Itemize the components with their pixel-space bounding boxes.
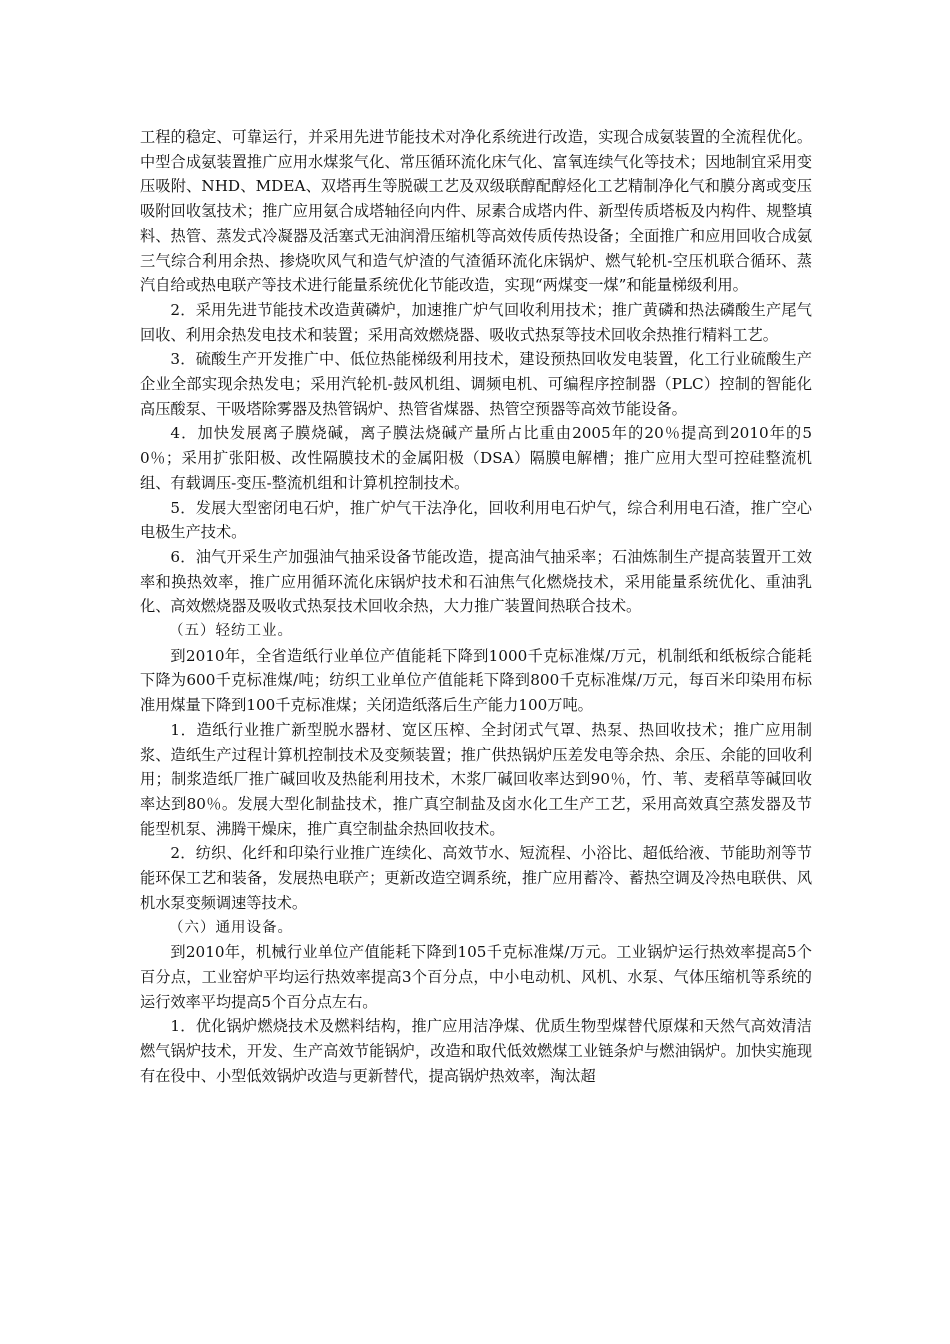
document-body <box>140 125 812 1088</box>
paragraph-1: 2．采用先进节能技术改造黄磷炉，加速推广炉气回收利用技术；推广黄磷和热法磷酸生产尾气回收、利用余热发电技术和装置；采用高效燃烧器、吸收式热泵等技术回收余热推行精料工艺。 <box>140 300 812 344</box>
paragraph-3: 4．加快发展离子膜烧碱，离子膜法烧碱产量所占比重由2005年的20％提高到2010年的50％；采用扩张阳极、改性隔膜技术的金属阳极（DSA）隔膜电解槽；推广应用大型可控硅整流机组、有载调压-变压-整流机组和计算机控制技术。 <box>140 424 812 492</box>
paragraph-0: 工程的稳定、可靠运行，并采用先进节能技术对净化系统进行改造，实现合成氨装置的全流程优化。中型合成氨装置推广应用水煤浆气化、常压循环流化床气化、富氧连续气化等技术；因地制宜采用变压吸附、NHD、MDEA、双塔再生等脱碳工艺及双级联醇配醇烃化工艺精制净化气和膜分离或变压吸附回收氢技术；推广应用氨合成塔轴径向内件、尿素合成塔内件、新型传质塔板及内构件、规整填料、热管、蒸发式冷凝器及活塞式无油润滑压缩机等高效传质传热设备；全面推广和应用回收合成氨三气综合利用余热、掺烧吹风气和造气炉渣的气渣循环流化床锅炉、燃气轮机-空压机联合循环、蒸汽自给或热电联产等技术进行能量系统优化节能改造，实现“两煤变一煤”和能量梯级利用。 <box>140 128 812 295</box>
paragraph-9: 2．纺织、化纤和印染行业推广连续化、高效节水、短流程、小浴比、超低给液、节能助剂等节能环保工艺和装备，发展热电联产；更新改造空调系统，推广应用蓄冷、蓄热空调及冷热电联供、风机水泵变频调速等技术。 <box>140 844 812 912</box>
paragraph-8: 1．造纸行业推广新型脱水器材、宽区压榨、全封闭式气罩、热泵、热回收技术；推广应用制浆、造纸生产过程计算机控制技术及变频装置；推广供热锅炉压差发电等余热、余压、余能的回收利用；制浆造纸厂推广碱回收及热能利用技术，木浆厂碱回收率达到90％，竹、苇、麦稻草等碱回收率达到80％。发展大型化制盐技术，推广真空制盐及卤水化工生产工艺，采用高效真空蒸发器及节能型机泵、沸腾干燥床，推广真空制盐余热回收技术。 <box>140 720 812 838</box>
paragraph-2: 3．硫酸生产开发推广中、低位热能梯级利用技术，建设预热回收发电装置，化工行业硫酸生产企业全部实现余热发电；采用汽轮机-鼓风机组、调频电机、可编程序控制器（PLC）控制的智能化高压酸泵、干吸塔除雾器及热管锅炉、热管省煤器、热管空预器等高效节能设备。 <box>140 350 812 418</box>
paragraph-11: 到2010年，机械行业单位产值能耗下降到105千克标准煤/万元。工业锅炉运行热效率提高5个百分点，工业窑炉平均运行热效率提高3个百分点，中小电动机、风机、水泵、气体压缩机等系统的运行效率平均提高5个百分点左右。 <box>140 943 812 1011</box>
paragraph-5: 6．油气开采生产加强油气抽采设备节能改造，提高油气抽采率；石油炼制生产提高装置开工效率和换热效率，推广应用循环流化床锅炉技术和石油焦气化燃烧技术，采用能量系统优化、重油乳化、高效燃烧器及吸收式热泵技术回收余热，大力推广装置间热联合技术。 <box>140 547 812 616</box>
section-heading-general-equipment: （六）通用设备。 <box>169 919 293 936</box>
section-heading-light-textile: （五）轻纺工业。 <box>169 623 293 640</box>
paragraph-12: 1．优化锅炉燃烧技术及燃料结构，推广应用洁净煤、优质生物型煤替代原煤和天然气高效清洁燃气锅炉技术，开发、生产高效节能锅炉，改造和取代低效燃煤工业链条炉与燃油锅炉。加快实施现有在役中、小型低效锅炉改造与更新替代，提高锅炉热效率，淘汰超 <box>140 1017 812 1085</box>
paragraph-7: 到2010年，全省造纸行业单位产值能耗下降到1000千克标准煤/万元，机制纸和纸板综合能耗下降为600千克标准煤/吨；纺织工业单位产值能耗下降到800千克标准煤/万元，每百米印染用布标准用煤量下降到100千克标准煤；关闭造纸落后生产能力100万吨。 <box>140 646 812 715</box>
paragraph-4: 5．发展大型密闭电石炉，推广炉气干法净化，回收利用电石炉气，综合利用电石渣，推广空心电极生产技术。 <box>140 498 812 542</box>
